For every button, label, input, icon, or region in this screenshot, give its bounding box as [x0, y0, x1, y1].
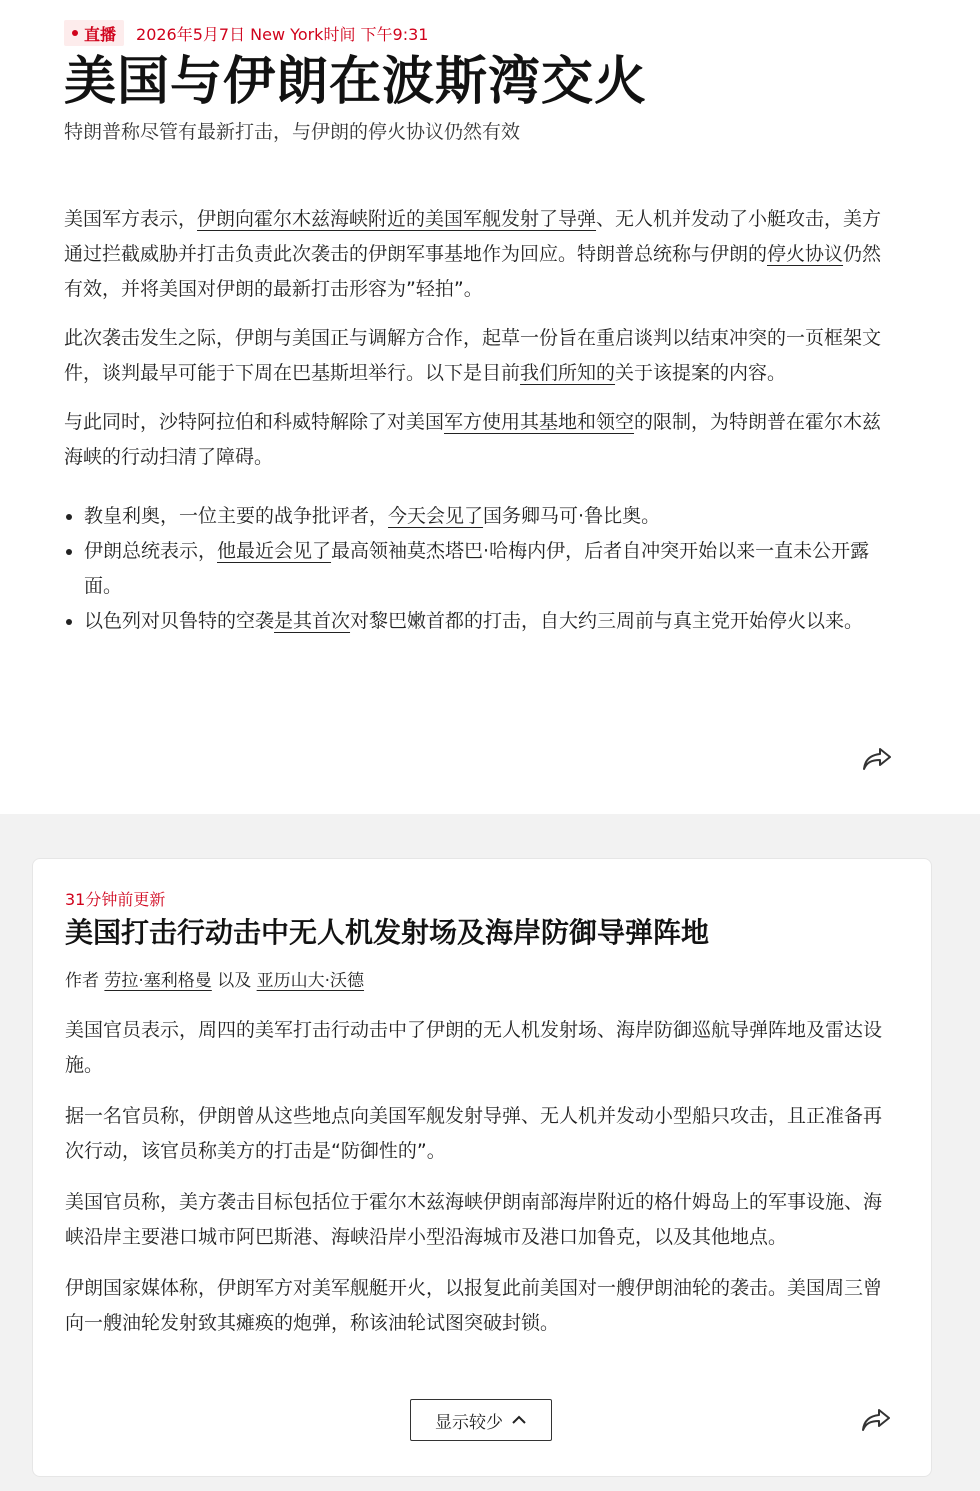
text-span: 伊朗总统表示， [84, 540, 218, 562]
live-meta [64, 20, 428, 46]
live-badge-label: 直播 [84, 24, 117, 44]
link-military-bases-airspace[interactable]: 军方使用其基地和领空 [444, 411, 635, 433]
link-first-strike[interactable]: 是其首次 [274, 610, 351, 632]
text-span: 的限制，为特朗普在霍尔木兹海峡的行动扫清了障碍。 [64, 411, 882, 468]
key-points-list [64, 499, 896, 639]
link-ceasefire-agreement[interactable]: 停火协议 [767, 243, 844, 265]
live-dot-icon [72, 30, 78, 36]
text-span: 与此同时，沙特阿拉伯和科威特解除了对美国 [64, 411, 445, 433]
link-iran-fired-missiles[interactable]: 伊朗向霍尔木兹海峡附近的美国军舰发射了导弹 [197, 208, 597, 230]
list-item [84, 534, 896, 604]
text-span: 仍然有效，并将美国对伊朗的最新打击形容为”轻拍”。 [64, 243, 882, 300]
byline [65, 969, 364, 993]
byline-joiner: 以及 [217, 971, 252, 991]
link-met-today[interactable]: 今天会见了 [388, 505, 484, 527]
link-recently-met[interactable]: 他最近会见了 [217, 540, 332, 562]
live-timestamp: 2026年5月7日 New York时间 下午9:31 [136, 24, 429, 44]
update-title: 美国打击行动击中无人机发射场及海岸防御导弹阵地 [65, 916, 710, 949]
page-title: 美国与伊朗在波斯湾交火 [64, 52, 648, 112]
show-less-button[interactable] [410, 1399, 552, 1441]
link-what-we-know[interactable]: 我们所知的 [520, 362, 616, 384]
article-paragraph-2 [64, 321, 896, 391]
updates-section [0, 814, 980, 1491]
list-item [84, 604, 896, 639]
show-less-label: 显示较少 [435, 1412, 503, 1433]
update-paragraph-3: 美国官员称，美方袭击目标包括位于霍尔木兹海峡伊朗南部海岸附近的格什姆岛上的军事设施、海峡沿岸主要港口城市阿巴斯港、海峡沿岸小型沿海城市及港口加鲁克，以及其他地点。 [65, 1191, 883, 1248]
byline-prefix: 作者 [65, 971, 99, 991]
page-subtitle: 特朗普称尽管有最新打击，与伊朗的停火协议仍然有效 [64, 121, 521, 143]
text-span: 关于该提案的内容。 [615, 362, 787, 384]
article-paragraph-1 [64, 202, 896, 307]
text-span: 教皇利奥，一位主要的战争批评者， [84, 505, 389, 527]
update-body [65, 1013, 899, 1357]
author-link-2[interactable]: 亚历山大·沃德 [256, 971, 365, 991]
update-paragraph-1: 美国官员表示，周四的美军打击行动击中了伊朗的无人机发射场、海岸防御巡航导弹阵地及雷达设施。 [65, 1019, 883, 1076]
live-badge [64, 20, 124, 46]
chevron-up-icon [511, 1415, 527, 1425]
text-span: 最高领袖莫杰塔巴·哈梅内伊，后者自冲突开始以来一直未公开露面。 [84, 540, 870, 597]
text-span: 对黎巴嫩首都的打击，自大约三周前与真主党开始停火以来。 [350, 610, 864, 632]
text-span: 此次袭击发生之际，伊朗与美国正与调解方合作，起草一份旨在重启谈判以结束冲突的一页框架文件，谈判最早可能于下周在巴基斯坦举行。以下是目前 [64, 327, 882, 384]
article-paragraph-3 [64, 405, 896, 475]
list-item [84, 499, 896, 534]
update-paragraph-2: 据一名官员称，伊朗曾从这些地点向美国军舰发射导弹、无人机并发动小型船只攻击，且正准备再次行动，该官员称美方的打击是“防御性的”。 [65, 1105, 883, 1162]
text-span: 、无人机并发动了小艇攻击，美方通过拦截威胁并打击负责此次袭击的伊朗军事基地作为回应。特朗普总统称与伊朗的 [64, 208, 882, 265]
author-link-1[interactable]: 劳拉·塞利格曼 [104, 971, 212, 991]
update-paragraph-4: 伊朗国家媒体称，伊朗军方对美军舰艇开火，以报复此前美国对一艘伊朗油轮的袭击。美国周三曾向一艘油轮发射致其瘫痪的炮弹，称该油轮试图突破封锁。 [65, 1277, 883, 1334]
article-body [64, 202, 896, 639]
share-icon[interactable] [862, 746, 892, 772]
text-span: 以色列对贝鲁特的空袭 [84, 610, 275, 632]
update-timestamp: 31分钟前更新 [65, 890, 166, 909]
text-span: 美国军方表示， [64, 208, 198, 230]
text-span: 国务卿马可·鲁比奥。 [483, 505, 661, 527]
update-card [32, 858, 932, 1477]
share-icon[interactable] [861, 1407, 891, 1433]
